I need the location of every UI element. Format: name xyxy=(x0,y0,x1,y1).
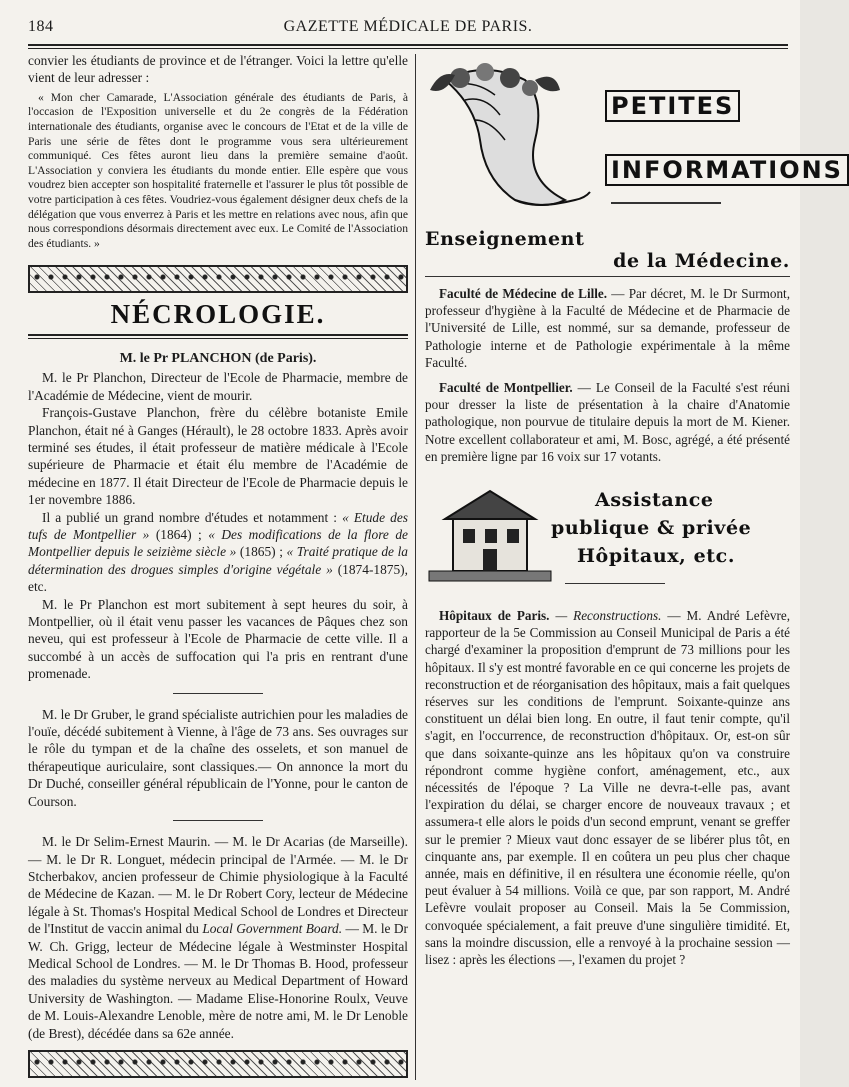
hopitaux-paris-heading: Hôpitaux de Paris. xyxy=(439,608,550,624)
header-rule xyxy=(28,44,788,46)
montpellier-paragraph xyxy=(425,379,790,465)
reconstructions-subhead: — Reconstructions. xyxy=(549,608,662,624)
publique-heading: publique & privée xyxy=(551,517,752,540)
planchon-p4: M. le Pr Planchon est mort subitement à sept heures du soir, à Montpellier, où il était venu passer les vacances de Pâques chez son neveu, qui est professeur à l'Ecole de Pharmacie de cette ville. Il a succombé à un accès de suffocation qui l'a pris en rentrant d'une promenade. xyxy=(28,596,408,682)
work-title-2: « Des modifications de la flore de Montpellier depuis le seizième siècle » xyxy=(28,527,408,560)
ornamental-border-bottom xyxy=(28,1050,408,1078)
work-date-2: (1865) ; xyxy=(236,544,287,560)
work-title-3: « Traité pratique de la détermination des drogues simples d'origine végétale » xyxy=(28,544,408,577)
intro-paragraph: convier les étudiants de province et de l'étranger. Voici la lettre qu'elle vient de leur adresser : xyxy=(28,53,408,86)
gruber-paragraph: M. le Dr Gruber, le grand spécialiste autrichien pour les maladies de l'ouïe, décédé subitement à Vienne, à l'âge de 73 ans. Ses ouvrages sur le rôle du tympan et de la chaîne des osselets, et son manuel de thérapeutique auriculaire, sont classiques.— On annonce la mort du Dr Duché, conseiller général républicain de l'Yonne, pour le canton de Courson. xyxy=(28,706,408,809)
section-separator xyxy=(173,693,263,694)
planchon-p2: François-Gustave Planchon, frère du célèbre botaniste Emile Planchon, était né à Ganges (Hérault), le 28 octobre 1833. Après avoir terminé ses études, il était professeur de matière médicale à l'Ecole supérieure de Pharmacie et était élu membre de l'Académie de médecine en 1877. Il était Directeur de l'Ecole de Pharmacie depuis le 1er novembre 1886. xyxy=(28,405,408,508)
banner-flourish xyxy=(611,202,721,204)
work-date-1: (1864) ; xyxy=(149,527,209,542)
planchon-p1: M. le Pr Planchon, Directeur de l'Ecole de Pharmacie, membre de l'Académie de Médecine, vient de mourir. xyxy=(28,370,408,403)
obituaries-part-1: M. le Dr Selim-Ernest Maurin. — M. le Dr Acarias (de Marseille). — M. le Dr R. Longuet, médecin principal de l'Armée. — M. le Dr Stcherbakov, ancien professeur de Chimie physiologique à la Faculté de Médecine de Kazan. — M. le Dr Robert Cory, lecteur de Médecine légale à St. Thomas's Hospital Medical School de Londres et Directeur de l'Institut de vaccin animal du xyxy=(28,834,408,937)
cornucopia-icon xyxy=(425,60,595,220)
assistance-heading: Assistance xyxy=(595,489,714,512)
header-rule-thin xyxy=(28,48,788,49)
heading-rule xyxy=(425,276,790,277)
petites-informations-banner xyxy=(425,52,843,222)
necrologie-title: NÉCROLOGIE. xyxy=(110,299,326,330)
enseignement-heading: Enseignement xyxy=(425,228,585,250)
page-header xyxy=(28,14,788,40)
medecine-heading: de la Médecine. xyxy=(613,250,790,272)
left-column xyxy=(28,52,408,1084)
work-date-3: (1874-1875), etc. xyxy=(28,561,408,595)
hopitaux-paragraph xyxy=(425,607,790,968)
assistance-banner xyxy=(425,479,790,607)
journal-title: GAZETTE MÉDICALE DE PARIS. xyxy=(283,18,533,35)
petites-title: PETITES xyxy=(605,90,740,122)
assistance-rule xyxy=(565,583,665,584)
lille-heading: Faculté de Médecine de Lille. xyxy=(439,286,608,301)
obituaries-paragraph xyxy=(28,833,408,1042)
lille-paragraph xyxy=(425,285,790,371)
work-title-1: « Etude des tufs de Montpellier » xyxy=(28,509,408,542)
ornamental-border xyxy=(28,265,408,293)
lille-body: — Par décret, M. le Dr Surmont, professeur d'hygiène à la Faculté de Médecine et de Pharmacie de l'Université de Lille, est nommé, sur sa demande, professeur de Pathologie interne et de Pathologie expérimentale à la même Faculté. xyxy=(425,286,790,370)
montpellier-body: — Le Conseil de la Faculté s'est réuni pour dresser la liste de présentation à la chaire d'Anatomie pathologique, non pourvue de titulaire depuis la mort de M. Kiener. Notre excellent collaborateur et ami, M. Bosc, agrégé, a été présenté en première ligne par 16 voix sur 17 votants. xyxy=(425,380,790,464)
necrologie-rule xyxy=(28,334,408,339)
planchon-p3-intro: Il a publié un grand nombre d'études et notamment : xyxy=(42,509,337,525)
informations-title: INFORMATIONS xyxy=(605,154,849,186)
house-icon xyxy=(425,479,555,589)
page-number: 184 xyxy=(28,18,54,35)
column-separator xyxy=(415,54,416,1080)
planchon-heading: M. le Pr PLANCHON (de Paris). xyxy=(119,351,317,367)
hopitaux-heading: Hôpitaux, etc. xyxy=(577,545,736,568)
right-column xyxy=(425,52,843,968)
student-letter: « Mon cher Camarade, L'Association générale des étudiants de Paris, à l'occasion de l'Exposition universelle et du 2e congrès de la Fédération internationale des étudiants, organise avec le concours de l'Etat et de la ville de Paris une série de fêtes dont le programme vous sera ultérieurement communiqué. Ces fêtes auront lieu dans la première semaine d'août. L'Association y conviera les étudiants du monde entier. Elle espère que vous voudrez bien accepter son hospitalité fraternelle et l'assurer le plus tôt possible de votre participation à ces fêtes. Voudriez-vous également désigner deux chefs de la délégation que vous enverrez à Paris et les mettre en relations avec nous, afin que nous correspondions désormais directement avec eux. Le Comité de l'Association des étudiants. » xyxy=(28,90,408,250)
section-separator xyxy=(173,820,263,821)
planchon-p3 xyxy=(28,509,408,596)
obituaries-part-2: — M. le Dr W. Ch. Grigg, lecteur de Médecine légale à Westminster Hospital Medical School de Londres. — M. le Dr Thomas B. Hood, professeur des maladies du système nerveux au Medical Department of Howard University de Washington. — Madame Elise-Honorine Roulx, Veuve de M. Louis-Alexandre Lenoble, mère de notre ami, M. le Dr Lenoble (de Brest), décédée dans sa 62e année. xyxy=(28,921,408,1041)
hopitaux-body: — M. André Lefèvre, rapporteur de la 5e Commission au Conseil Municipal de Paris a été chargé d'examiner la proposition d'emprunt de 73 millions pour les hôpitaux. Il s'y est montré favorable en ce qui concerne les projets de reconstruction et de réorganisation des hôpitaux, mais a fait quelques réserves sur les conditions de l'emprunt. Soixante-quinze ans constituent un délai bien long. En outre, il faut tenir compte, qu'il s'agit, en l'occurrence, de reconstruction d'hôpitaux. Or, est-on sûr que dans soixante-quinze ans les hôpitaux qu'on va construire répondront comme hygiène confort, aménagement, etc., aux nécessités de l'époque ? La Ville ne devra-t-elle pas, avant l'expiration du délai, se charger encore de nouveaux travaux ; et assumera-t elle alors le poids d'un second emprunt, venant se greffer sur le premier ? Mieux vaut donc essayer de se libérer plus tôt, en cinquante ans, par exemple. Il en coûtera un peu plus cher chaque année, mais en définitive, il en résultera une économie réelle, qu'on peut évaluer à 54 millions. Voilà ce que, par son rapport, M. André Lefèvre voulait proposer au Conseil. Mais la 5e Commission, convoquée spécialement, a fait preuve d'une singulière timidité. Et, sans la moindre discussion, elle a renvoyé à la prochaine session — lisez : après les élections —, l'examen du projet ? xyxy=(425,608,791,968)
montpellier-heading: Faculté de Montpellier. xyxy=(439,380,573,396)
local-government-board: Local Government Board. xyxy=(202,921,343,937)
